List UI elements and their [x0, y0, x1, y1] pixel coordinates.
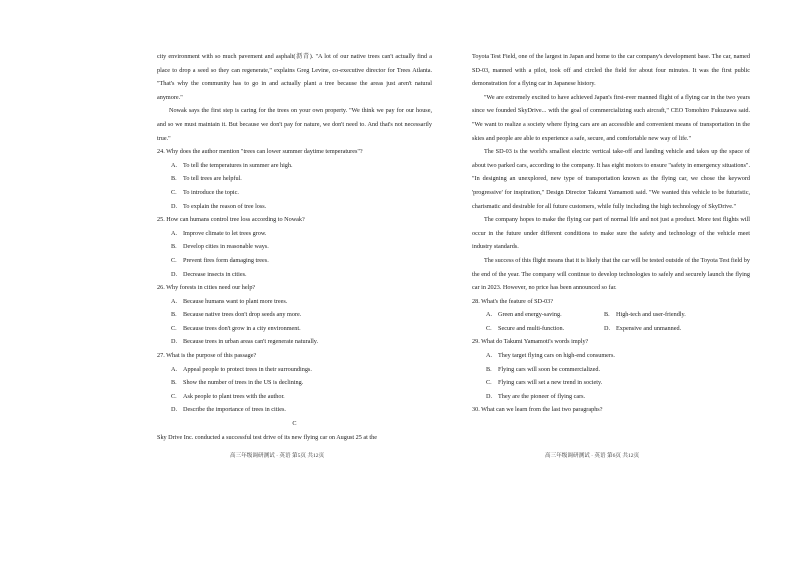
option-row-28ab [486, 308, 750, 322]
option-24c: C. To introduce the topic. [171, 188, 239, 196]
option-25d: D. Decrease insects in cities. [171, 270, 247, 278]
option-29c: C. Flying cars will set a new trend in society. [486, 379, 603, 387]
passage-paragraph: Toyota Test Field, one of the largest in Japan and home to the car company's development base. The car, named SD-03, manned with a pilot, took off and circled the field for about four minutes. It was the first public demonstration for a flying car in Japanese history. [472, 53, 750, 88]
page-footer-left: 高三年级调研测试 · 英语 第5页 共12页 [230, 453, 325, 459]
option-29a: A. They target flying cars on high-end consumers. [486, 352, 615, 360]
option-28c: C. Secure and multi-function. [486, 324, 565, 332]
option-27b: B. Show the number of trees in the US is declining. [171, 379, 304, 387]
question-30: 30. What can we learn from the last two paragraphs? [472, 406, 603, 414]
right-column [472, 50, 750, 417]
passage-paragraph: "We are extremely excited to have achieved Japan's first-ever manned flight of a flying car in the two years since we founded SkyDrive... with the goal of commercializing such aircraft," CEO Tomohiro Fukuzawa said. "We want to realize a society where flying cars are an accessible and convenient means of transportation in the skies and people are able to experience a safe, secure, and comfortable new way of life." [472, 93, 750, 142]
question-25: 25. How can humans control tree loss according to Nowak? [157, 216, 305, 224]
section-heading: C [292, 420, 297, 428]
option-29d: D. They are the pioneer of flying cars. [486, 392, 586, 400]
passage-paragraph: Sky Drive Inc. conducted a successful test drive of its new flying car on August 25 at the [157, 433, 377, 441]
left-column [157, 50, 432, 444]
option-25a: A. Improve climate to let trees grow. [171, 229, 267, 237]
option-24b: B. To tell trees are helpful. [171, 175, 242, 183]
question-26: 26. Why forests in cities need our help? [157, 284, 256, 292]
question-29: 29. What do Takumi Yamamoti's words imply? [472, 338, 589, 346]
question-24: 24. Why does the author mention "trees can lower summer daytime temperatures"? [157, 148, 363, 156]
option-26a: A. Because humans want to plant more trees. [171, 297, 288, 305]
option-27c: C. Ask people to plant trees with the author. [171, 392, 285, 400]
passage-paragraph: The success of this flight means that it is likely that the car will be tested outside of the Toyota Test field by the end of the year. The company will continue to develop technologies to safely and securely launch the flying car in 2023. However, no price has been announced so far. [472, 256, 750, 292]
passage-paragraph: The company hopes to make the flying car part of normal life and not just a product. More test flights will occur in the future under different conditions to make sure the safety and technology of the vehicle meet industry standards. [472, 216, 750, 251]
question-27: 27. What is the purpose of this passage? [157, 352, 257, 360]
option-29b: B. Flying cars will soon be commercialized. [486, 365, 601, 373]
option-28a: A. Green and energy-saving. [486, 311, 562, 319]
option-27a: A. Appeal people to protect trees in their surroundings. [171, 365, 312, 373]
option-28b: B. High-tech and user-friendly. [604, 311, 686, 319]
question-28: 28. What's the feature of SD-03? [472, 297, 554, 305]
option-25c: C. Prevent fires form damaging trees. [171, 256, 269, 264]
option-26c: C. Because trees don't grow in a city environment. [171, 324, 301, 332]
option-24a: A. To tell the temperatures in summer are high. [171, 161, 293, 169]
option-row-28cd [486, 322, 750, 336]
page-footer-right: 高三年级调研测试 · 英语 第6页 共12页 [545, 453, 640, 459]
option-25b: B. Develop cities in reasonable ways. [171, 243, 269, 251]
option-26d: D. Because trees in urban areas can't regenerate naturally. [171, 338, 319, 346]
option-26b: B. Because native trees don't drop seeds any more. [171, 311, 302, 319]
passage-paragraph: The SD-03 is the world's smallest electric vertical take-off and landing vehicle and takes up the space of about two parked cars, according to the company. It has eight motors to ensure "safety in emergency situations". "In designing an unexplored, new type of transportation known as the flying car, we chose the keyword 'progressive' for inspiration," Design Director Takumi Yamamoti said. "We wanted this vehicle to be futuristic, charismatic and desirable for all future customers, while fully including the high technology of SkyDrive." [472, 148, 750, 210]
passage-paragraph: Nowak says the first step is caring for the trees on your own property. "We think we pay for our house, and so we must maintain it. But because we don't pay for nature, we don't need to. And that's not necessarily true." [157, 107, 432, 142]
option-27d: D. Describe the importance of trees in cities. [171, 406, 286, 414]
option-24d: D. To explain the reason of tree loss. [171, 202, 267, 210]
passage-paragraph: city environment with so much pavement and asphalt(沥青). "A lot of our native trees can't actually find a place to drop a seed so they can regenerate," explains Greg Levine, co-executive director for Trees Atlanta. "That's why the community has to go in and actually plant a tree because the areas just aren't natural anymore." [157, 53, 432, 101]
option-28d: D. Expensive and unmanned. [604, 324, 682, 332]
